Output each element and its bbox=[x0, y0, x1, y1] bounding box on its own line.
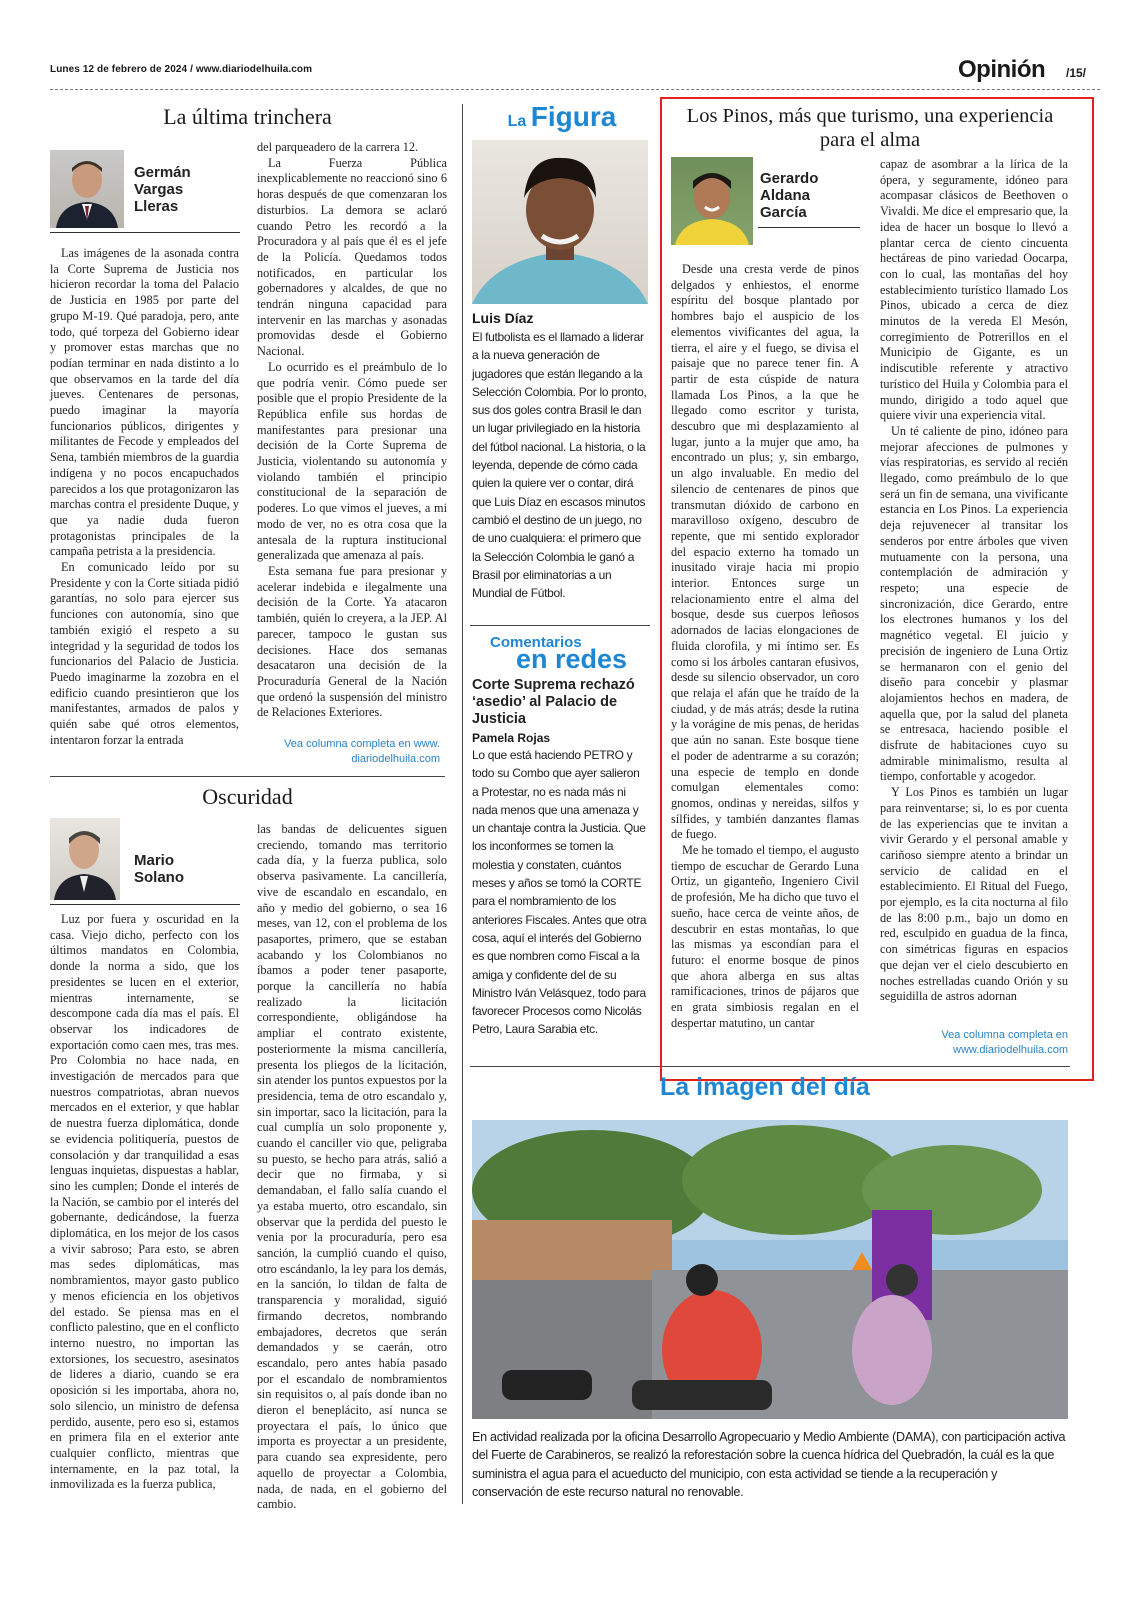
page-number: /15/ bbox=[1066, 66, 1087, 80]
image-of-day-photo bbox=[472, 1120, 1068, 1419]
header-rule bbox=[50, 89, 1100, 90]
article-column-pinos-1 bbox=[671, 262, 859, 1031]
article-column-pinos-2 bbox=[880, 157, 1068, 1005]
author-photo-solano bbox=[50, 818, 120, 900]
author-name-vargas: Germán Vargas Lleras bbox=[134, 164, 191, 215]
figura-photo bbox=[472, 140, 648, 304]
author-photo-vargas bbox=[50, 150, 124, 228]
image-of-day-caption: En actividad realizada por la oficina Desarrollo Agropecuario y Medio Ambiente (DAMA), con participación activa del Fuerte de Carabineros, se realizó la reforestación sobre la cuenca hídrica del Quebradón, la cuál es la que suministra el agua para el acueducto del municipio, con esta actividad se tiende a la recuperación y conservación de este recurso natural no renovable. bbox=[472, 1430, 1066, 1499]
paragraph: Luz por fuera y oscuridad en la casa. Viejo dicho, perfecto con los últimos mandatos en Colombia, donde la norma a sido, que los presidentes se lucen en el exterior, mientras internamente, se descompone cada día mas el país. El observar los indicadores de exportación como caen mes, tras mes. Pro Colombia no hace nada, en investigación de mercados para que nuestros compatriotas, abran nuevos mercados en el exterior, y que hablar de nuestra fuerza diplomática, donde se evidencia politiquería, puestos de consolación y dar tranquilidad a esas lenguas inquietas, dispuestas a hablar, sino les cumplen; Donde el interés de la Nación, se cambio por el interés del gobernante, dedicándose, la fuerza diplomática, en los mejor de los casos a vivir sabroso; Para esto, se abren mas sedes diplomáticas, mas nombramientos, mayor gasto publico y menos eficiencia en los objetivos del estado. Se piensa mas en el conflicto palestino, que en el conflicto interno nuestro, no importan las extorsiones, los secuestro, asesinatos de lideres a diario, cuando se era oposición si les importaba, ahora no, solo silencio, un ministro de defensa perdido, ausente, pero eso si, estamos en primera fila en el exterior ante cualquier conflicto, mientras que internamente, en la paz total, la inmovilizada es la fuerza publica, bbox=[50, 912, 239, 1492]
paragraph: capaz de asombrar a la lírica de la ópera, y seguramente, idóneo para acompasar clásicos de Beethoven o Vivaldi. Me dice el empresario que, la idea de hacer un bosque lo llevó a plantar cerca de ciento cincuenta hectáreas de pino variedad Oocarpa, con lo cual, las montañas del hoy establecimiento turístico llamado Los Pinos, ubicado a cerca de diez minutos de la vereda El Mesón, corregimiento de Potrerillos en el Municipio de Gigante, es un indiscutible referente y atractivo turístico del Huila y Colombia para el mundo, dirigido a todo aquel que quiere vivir una experiencia vital. bbox=[880, 157, 1068, 423]
paragraph: Un té caliente de pino, idóneo para mejorar afecciones de pulmones y vías respiratorias, es servido al recién llegado, como preámbulo de lo que será un fin de semana, una vivificante estancia en Los Pinos. La experiencia deja rejuvenecer al transitar los senderos por entre árboles que viven mutuamente con la persona, una contemplación de admiración y respeto; una especie de sincronización, dice Gerardo, entre los electrones humanos y los del magnético vegetal. El juicio y precisión de ingeniero de Luna Ortiz se hermanaron con el genio del diseño para concebir y plasmar alojamientos hechos en madera, de aquella que, por la salud del planeta se entresaca, haciendo posible el disfrute de habitaciones cuyo su admirable minimalismo, resulta al tiempo, confortable y acogedor. bbox=[880, 423, 1068, 784]
author-underline bbox=[50, 904, 240, 905]
paragraph: Me he tomado el tiempo, el augusto tiempo de escuchar de Gerardo Luna Ortiz, un giganteño, Ingeniero Civil de profesión, Me ha dicho que tuvo el sueño, hace cerca de veinte años, de descubrir en estas montañas, lo que las mismas ya escondían para el futuro: el enorme bosque de pinos que ahora alberga en sus altas ramificaciones, trinos de pájaros que en grata simbiosis regalan en el despertar matutino, un cantar bbox=[671, 843, 859, 1030]
section-title: Opinión bbox=[958, 56, 1046, 83]
redes-headline: Corte Suprema rechazó ‘asedio’ al Palacio de Justicia bbox=[472, 677, 635, 727]
paragraph: Lo ocurrido es el preámbulo de lo que podría venir. Cómo puede ser posible que el propio Presidente de la República enfile sus hordas de manifestantes para presionar una decisión de la Corte Suprema de Justicia, violentando su autonomía y violando también el principio constitucional de la separación de poderes. Lo que vimos el jueves, a mi modo de ver, no es otra cosa que la antesala de la ruptura institucional generalizada que amenaza al país. bbox=[257, 359, 447, 563]
figura-text: El futbolista es el llamado a liderar a la nueva generación de jugadores que están llegando a la Selección Colombia. Por lo pronto, sus dos goles contra Brasil le dan un lugar privilegiado en la historia del fútbol nacional. La historia, o la leyenda, depende de cómo cada quien la quiere ver o contar, dirá que Luis Díaz en escasos minutos cambió el destino de un juego, no de uno cualquiera: el primero que la Selección Colombia le ganó a Brasil por eliminatorias a un Mundial de Fútbol. bbox=[472, 330, 647, 601]
paragraph: Desde una cresta verde de pinos delgados y enhiestos, el enorme espíritu del bosque plantado por hombres bajo el auspicio de los elementos vivificantes del agua, la tierra, el aire y el fuego, se divisa el paisaje que no parece tener fin. A partir de esta cúspide de natura llamada Los Pinos, a la que he llegado como escritor y turista, descubro que mi desplazamiento al lugar, junto a la mujer que amo, ha encontrado un plus; y, sin embargo, un algo invaluable. En medio del silencio de centenares de pinos que transmutan dióxido de carbono en maravilloso oxígeno, descubro de repente, que mi sentido explorador del espacio externo ha tomado un inusitado viraje hacia mi propio interior. Entonces surge un relacionamiento entre el alma del bosque, desde sus cuerpos leñosos adornados de lacias elongaciones de fluida clorofila, y mi íntimo ser. Es como si los árboles cantaran efusivos, desde su silencio observador, un coro que relaja el afán que he traído de la ciudad, y de más atrás; desde la rutina y la vorágine de mis penas, de heridas que aún no sanan. Este bosque tiene el poder de adentrarme a su corazón; una especie de templo en donde comulgan elementales como: gnomos, ondinas y nereidas, silfos y sílfides, y también danzantes flamas de fuego. bbox=[671, 262, 859, 842]
section-divider bbox=[50, 776, 445, 777]
figura-heading-big: Figura bbox=[530, 101, 617, 132]
read-more-link-pinos[interactable]: Vea columna completa en www.diariodelhuila.com bbox=[941, 1029, 1068, 1056]
column-separator bbox=[462, 104, 463, 1504]
author-name-solano: Mario Solano bbox=[134, 852, 185, 886]
author-photo-aldana bbox=[671, 157, 753, 245]
author-name-aldana: Gerardo Aldana García bbox=[760, 170, 819, 221]
figura-heading-small: La bbox=[507, 113, 527, 130]
header-date: Lunes 12 de febrero de 2024 / www.diariodelhuila.com bbox=[50, 64, 313, 75]
paragraph: Esta semana fue para presionar y acelerar indebida e ilegalmente una decisión de la Corte. Ya atacaron también, quién lo creyera, a la JEP. Al parecer, tampoco le gustan sus decisiones. Hace dos semanas desacataron una decisión de la Procuraduría General de la Nación que ordenó la suspensión del ministro de Relaciones Exteriores. bbox=[257, 563, 447, 720]
redes-author: Pamela Rojas bbox=[472, 731, 551, 745]
redes-text: Lo que está haciendo PETRO y todo su Combo que ayer salieron a Protestar, no es nada más ni nada menos que una amenaza y un chantaje contra la Justicia. Que los inconformes se tomen la molestia y constaten, cuántos meses y años se tomó la CORTE para el nombramiento de los anteriores Fiscales. Antes que otra cosa, aquí el interés del Gobierno es que nombren como Fiscal a la amiga y confidente del de su Ministro Iván Velásquez, todo para favorecer Procesos como Nicolás Petro, Laura Sarabia etc. bbox=[472, 748, 647, 1037]
author-underline bbox=[50, 232, 240, 233]
paragraph: Y Los Pinos es también un lugar para reinventarse; si, lo es por cuenta de las experiencias que te invitan a vivir Gerardo y el personal amable y cariñoso siempre atento a brindar un servicio de calidad en el establecimiento. El Ritual del Fuego, por ejemplo, es la cita nocturna al filo de las 8:00 p.m., bajo un domo en red, esculpido en guadua de la finca, con simétricas figuras en espacios que dejan ver el cielo descubierto en noches estrelladas cuando Orión y su seguidilla de astros adornan bbox=[880, 785, 1068, 1004]
paragraph: las bandas de delicuentes siguen creciendo, tomando mas territorio cada día, y la fuerza publica, solo observa pasivamente. La cancillería, vive de escandalo en escandalo, en año y medio del gobierno, o sea 16 meses, van 12, con el problema de los pasaportes, primero, que se estaban acabando y los Colombianos no íbamos a poder tener pasaporte, porque la cancillería no había realizado la licitación correspondiente, obligándose ha ampliar el contrato existente, posteriormente la misma cancillería, presenta los pliegos de la licitación, sin atender los puntos expuestos por la presidencia, tema de otro escandalo y, sin importar, saco la licitación, para la cual cumplía un solo proponente y, cuando el canciller vio que, peligraba su puesto, se hecho para atrás, salió a decir que no firmaba, y si demandaban, el fallo salía cuando el ya estaba muerto, otro escandalo, sin observar que la perdida del puesto le venia por la procuraduría, pero esa sanción, la cumplió cuando el quiso, otro escándanlo, la ley para los demás, en la sanción, lo tildan de falta de transparencia y moralidad, siguió firmando decretos, nombrando embajadores, decretos que serán demandados y se caerán, otro escandalo, pero antes había pasado por el escandalo de nombramientos sin requisitos o, al país donde iban no dieron el beneplácito, así nunca se proyectara el país, lo único que importa es proyectar a un presidente, para cuando sea expresidente, pero aquello de proyectar a Colombia, nada, de nada, en el gobierno del cambio. bbox=[257, 822, 447, 1512]
paragraph: La Fuerza Pública inexplicablemente no reaccionó sino 6 horas después de que comenzaran los disturbios. La demora se aclaró cuando Petro les recordó a la Procuradora y al país que él es el jefe de la Policía. Quedamos todos notificados, en particular los gobernadores y alcaldes, de que no tendrán ninguna capacidad para intervenir en las marchas y asonadas promovidas desde el Gobierno Nacional. bbox=[257, 155, 447, 359]
article-title-oscuridad: Oscuridad bbox=[202, 784, 293, 809]
figura-name: Luis Díaz bbox=[472, 310, 534, 326]
paragraph: del parqueadero de la carrera 12. bbox=[257, 140, 419, 154]
redes-heading-small: Comentarios bbox=[490, 634, 582, 651]
image-of-day-title: La imagen del día bbox=[660, 1073, 870, 1101]
section-divider bbox=[470, 625, 650, 626]
article-column-oscuridad-2 bbox=[257, 822, 447, 1513]
article-column-oscuridad-1 bbox=[50, 912, 239, 1493]
read-more-link-trinchera[interactable]: Vea columna completa en www. diariodelhuila.com bbox=[284, 738, 440, 765]
redes-heading-big: en redes bbox=[516, 644, 628, 674]
paragraph: En comunicado leído por su Presidente y con la Corte sitiada pidió garantías, no solo para ejercer sus funciones con autonomía, sino que también exigió el respeto a su integridad y la seguridad de todos los funcionarios del Palacio de Justicia. Puedo imaginarme la zozobra en el edificio cuando presintieron que los manifestantes, armados de palos y quién sabe qué otros elementos, intentaron forzar la entrada bbox=[50, 560, 239, 747]
author-underline bbox=[758, 227, 860, 228]
article-column-trinchera-2 bbox=[257, 140, 447, 721]
article-title-trinchera: La última trinchera bbox=[163, 104, 332, 129]
article-column-trinchera-1 bbox=[50, 246, 239, 749]
figura-heading bbox=[472, 101, 652, 133]
article-title-pinos: Los Pinos, más que turismo, una experiencia para el alma bbox=[686, 105, 1054, 151]
paragraph: Las imágenes de la asonada contra la Corte Suprema de Justicia nos hicieron recordar la toma del Palacio de Justicia en 1985 por parte del grupo M-19. Qué paradoja, pero, ante todo, qué torpeza del Gobierno idear y promover estas marchas que no podían terminar en nada distinto a lo que observamos en la tarde del día jueves. Centenares de personas, puedo imaginar la mayoría funcionarios públicos, dirigentes y militantes de Fecode y empleados del Sena, también miembros de la guardia indígena y no pocos encapuchados parecidos a los que protagonizaron las marchas contra el presidente Duque, y que ya nadie duda fueron protagonistas principales de la campaña petrista a la presidencia. bbox=[50, 246, 239, 559]
